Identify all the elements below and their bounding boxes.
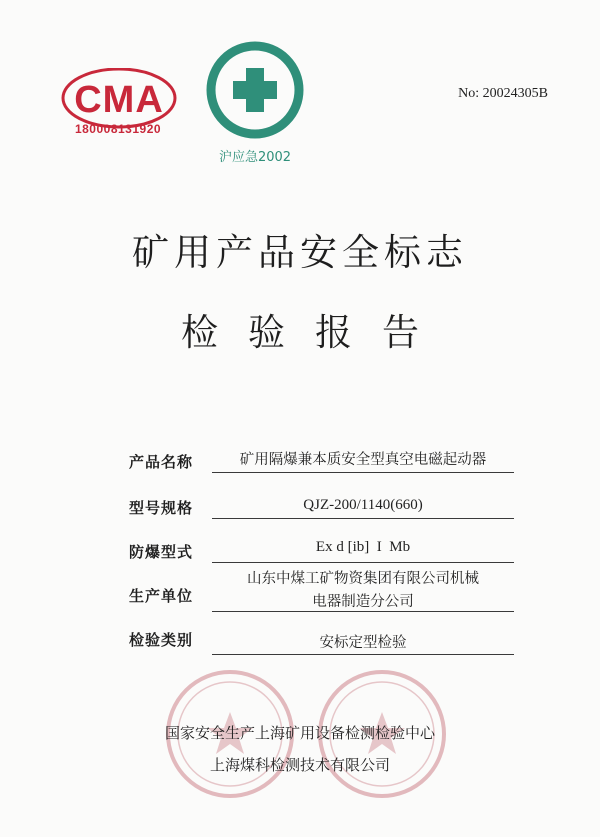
safety-cross-logo-icon bbox=[205, 40, 305, 144]
issuer-name-line2: 上海煤科检测技术有限公司 bbox=[209, 756, 390, 774]
cma-code: 180008131920 bbox=[74, 122, 162, 136]
field-label-inspection-type: 检验类别 bbox=[129, 631, 194, 649]
field-label-model: 型号规格 bbox=[129, 499, 194, 517]
field-underline bbox=[212, 562, 514, 563]
issuer-name-line1: 国家安全生产上海矿用设备检测检验中心 bbox=[164, 724, 435, 742]
field-value-inspection-type: 安标定型检验 bbox=[319, 635, 407, 651]
field-label-explosion-type: 防爆型式 bbox=[129, 543, 194, 561]
report-number: No: 20024305B bbox=[458, 86, 548, 101]
cma-logo-text: CMA bbox=[74, 79, 164, 121]
page-subtitle: 检验报告 bbox=[181, 311, 449, 354]
field-underline bbox=[212, 611, 514, 612]
field-value-model: QJZ-200/1140(660) bbox=[303, 497, 423, 513]
field-value-explosion-type: Ex d [ib] I Mb bbox=[315, 539, 411, 555]
field-value-product-name: 矿用隔爆兼本质安全型真空电磁起动器 bbox=[239, 452, 487, 468]
field-label-manufacturer: 生产单位 bbox=[129, 587, 194, 605]
field-label-product-name: 产品名称 bbox=[129, 453, 194, 471]
safety-logo-code: 沪应急2002 bbox=[218, 150, 292, 165]
page-title: 矿用产品安全标志 bbox=[132, 231, 468, 274]
field-underline bbox=[212, 472, 514, 473]
field-value-manufacturer-line1: 山东中煤工矿物资集团有限公司机械 bbox=[247, 571, 479, 587]
field-value-manufacturer-line2: 电器制造分公司 bbox=[312, 594, 414, 610]
field-underline bbox=[212, 518, 514, 519]
field-underline bbox=[212, 654, 514, 655]
